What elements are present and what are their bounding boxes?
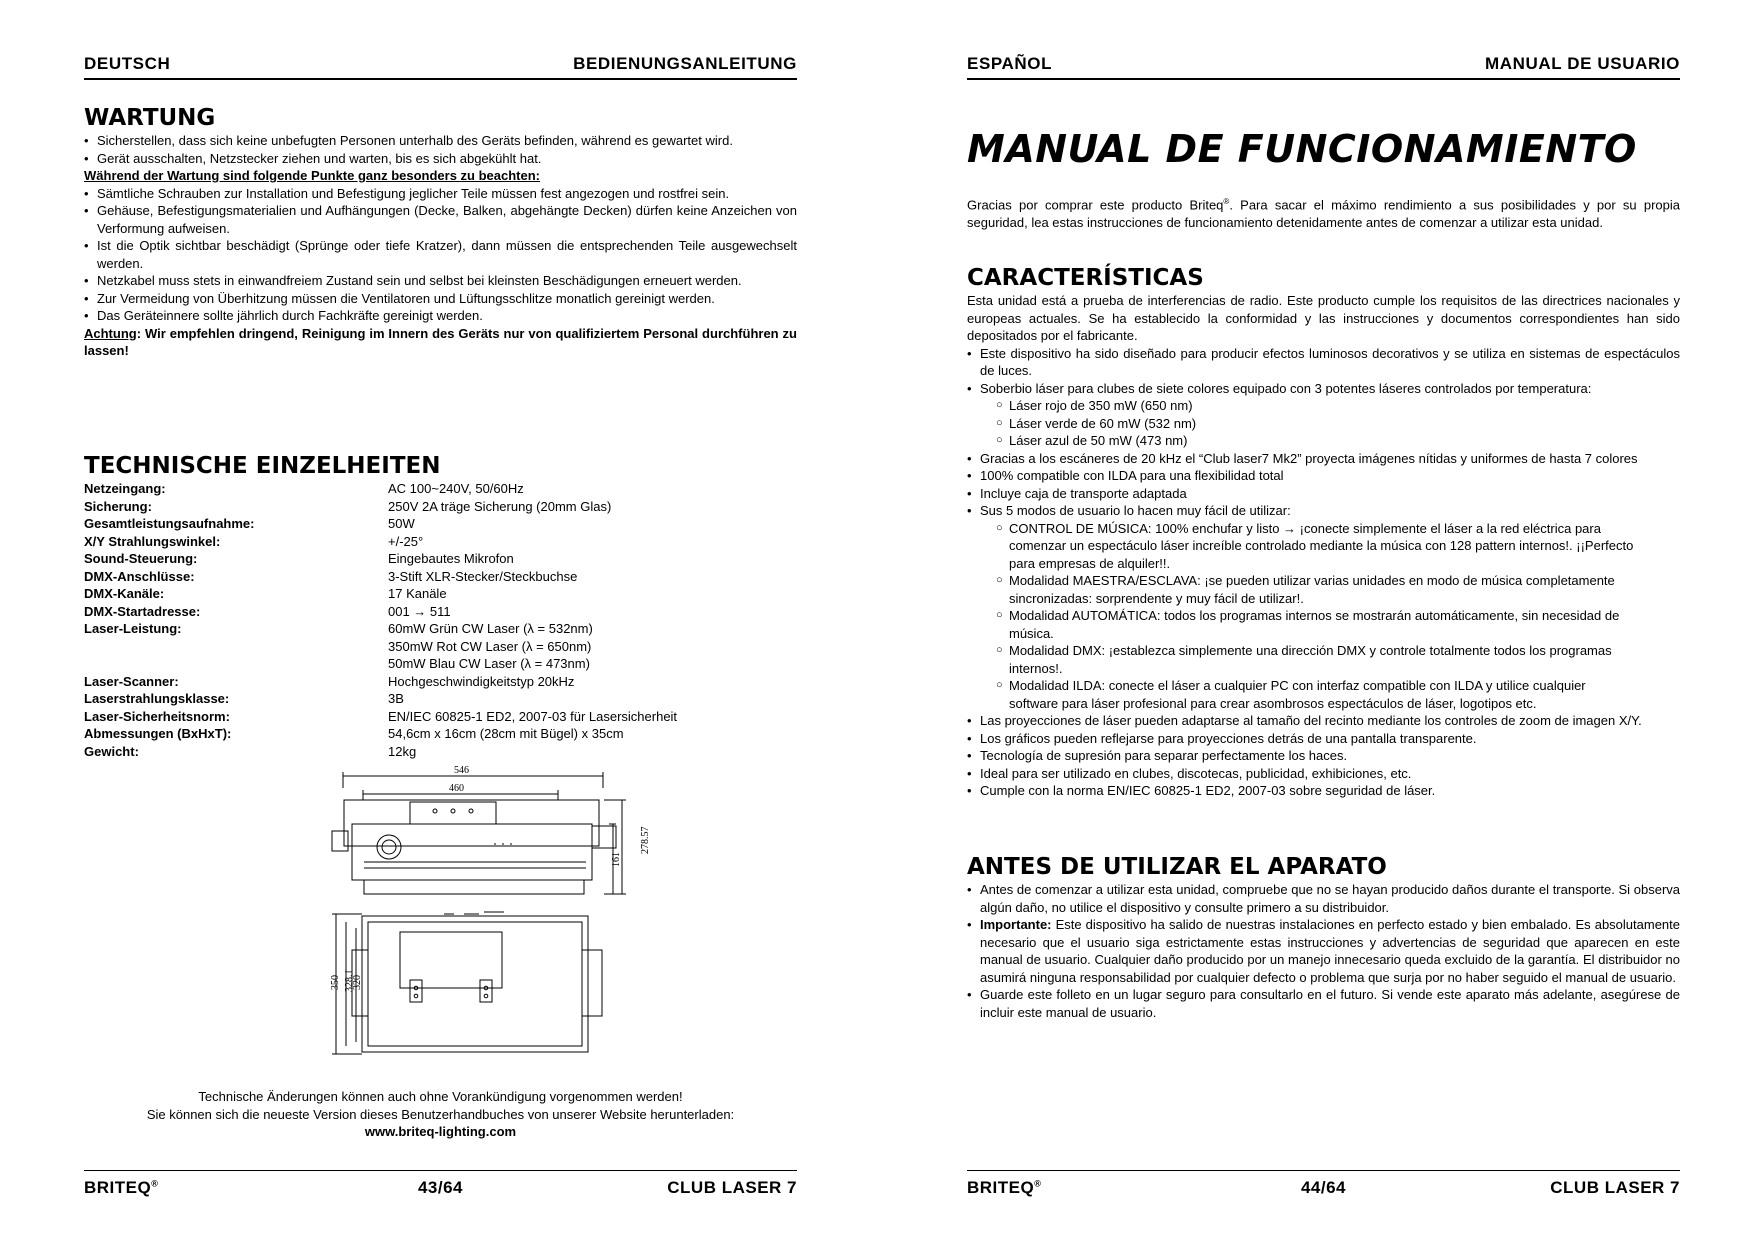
page-footer bbox=[84, 1170, 797, 1201]
spec-row bbox=[84, 725, 797, 743]
list-item: ○ Modalidad MAESTRA/ESCLAVA: ¡se pueden utilizar varias unidades en modo de música completamente sincronizadas: sorprendente y muy fácil de utilizar!. bbox=[996, 572, 1634, 607]
spec-label: Sound-Steuerung: bbox=[84, 551, 198, 566]
spec-value: 17 Kanäle bbox=[388, 586, 447, 601]
header-language: ESPAÑOL bbox=[967, 54, 1053, 73]
list-item bbox=[967, 380, 1680, 450]
spec-row bbox=[84, 585, 797, 603]
caracteristicas-intro: Esta unidad está a prueba de interferencias de radio. Este producto cumple los requisitos de las directrices nacionales y europeas actuales. Se ha establecido la conformidad y las instrucciones y documentos correspondientes han sido depositados por el fabricante. bbox=[967, 293, 1680, 343]
list-item: • Sämtliche Schrauben zur Installation und Befestigung jeglicher Teile müssen fest angezogen und rostfrei sein. bbox=[84, 185, 797, 203]
spec-value: Eingebautes Mikrofon bbox=[388, 551, 514, 566]
spec-label: DMX-Startadresse: bbox=[84, 603, 201, 619]
list-item: • Antes de comenzar a utilizar esta unidad, compruebe que no se hayan producido daños durante el transporte. Si observa algún daño, no utilice el dispositivo y consulte primero a su distribuidor. bbox=[967, 881, 1680, 916]
header-manual-title: BEDIENUNGSANLEITUNG bbox=[573, 54, 797, 73]
list-item: • Gracias a los escáneres de 20 kHz el “Club laser7 Mk2” proyecta imágenes nítidas y uniformes de hasta 7 colores bbox=[967, 450, 1680, 468]
page-left bbox=[84, 0, 797, 1240]
spec-row bbox=[84, 603, 797, 621]
spec-label bbox=[84, 655, 388, 673]
spec-value: EN/IEC 60825-1 ED2, 2007-03 für Lasersicherheit bbox=[388, 708, 678, 724]
intro-section bbox=[967, 125, 1680, 231]
page-footer bbox=[967, 1170, 1680, 1201]
antes-section bbox=[967, 853, 1680, 1021]
spec-label: Gesamtleistungsaufnahme: bbox=[84, 516, 255, 531]
list-item-text: Sus 5 modos de usuario lo hacen muy fácil de utilizar: bbox=[980, 503, 1291, 518]
spec-row bbox=[84, 533, 797, 551]
spec-row bbox=[84, 655, 797, 673]
dim-width-inner: 460 bbox=[449, 783, 464, 794]
dim-height-body: 161 bbox=[611, 852, 622, 867]
brand-name: BRITEQ bbox=[967, 1178, 1035, 1197]
spec-label: Netzeingang: bbox=[84, 481, 166, 496]
spec-row bbox=[84, 673, 797, 691]
wartung-list-1 bbox=[84, 132, 797, 167]
spec-value: 350mW Rot CW Laser (λ = 650nm) bbox=[388, 638, 592, 654]
list-item: • Incluye caja de transporte adaptada bbox=[967, 485, 1680, 503]
dim-depth-inner: 320 bbox=[352, 975, 363, 990]
dim-depth-mid: 328.1 bbox=[344, 969, 355, 992]
list-item: • Este dispositivo ha sido diseñado para producir efectos luminosos decorativos y se utiliza en sistemas de espectáculos de luces. bbox=[967, 345, 1680, 380]
brand-name: BRITEQ bbox=[84, 1178, 152, 1197]
spec-label: Laser-Leistung: bbox=[84, 621, 182, 636]
list-item: • Los gráficos pueden reflejarse para proyecciones detrás de una pantalla transparente. bbox=[967, 730, 1680, 748]
technik-section bbox=[84, 452, 797, 760]
registered-mark: ® bbox=[1034, 1178, 1042, 1189]
caracteristicas-list bbox=[967, 345, 1680, 800]
intro-paragraph bbox=[967, 193, 1680, 231]
caracteristicas-title: CARACTERÍSTICAS bbox=[967, 265, 1204, 291]
caracteristicas-section bbox=[967, 264, 1680, 800]
list-item: • Tecnología de supresión para separar perfectamente los haces. bbox=[967, 747, 1680, 765]
change-note: Technische Änderungen können auch ohne Vorankündigung vorgenommen werden! bbox=[198, 1089, 683, 1104]
technik-notes bbox=[84, 1088, 797, 1141]
list-item: • Las proyecciones de láser pueden adaptarse al tamaño del recinto mediante los controles de zoom de imagen X/Y. bbox=[967, 712, 1680, 730]
download-note: Sie können sich die neueste Version dieses Benutzerhandbuches von unserer Website herunterladen: bbox=[146, 1106, 735, 1122]
page-right bbox=[967, 0, 1680, 1240]
list-item: ○ Modalidad AUTOMÁTICA: todos los programas internos se mostrarán automáticamente, sin necesidad de música. bbox=[996, 607, 1634, 642]
wartung-subhead: Während der Wartung sind folgende Punkte ganz besonders zu beachten: bbox=[84, 168, 541, 183]
list-item: ○ Modalidad ILDA: conecte el láser a cualquier PC con interfaz compatible con ILDA y utilice cualquier software para láser profesional para crear asombrosos espectáculos de láser, logotipos etc. bbox=[996, 677, 1634, 712]
spec-row bbox=[84, 638, 797, 656]
spec-row bbox=[84, 550, 797, 568]
spec-label: Sicherung: bbox=[84, 498, 152, 514]
list-item: • Das Geräteinnere sollte jährlich durch Fachkräfte gereinigt werden. bbox=[84, 307, 797, 325]
list-item: • 100% compatible con ILDA para una flexibilidad total bbox=[967, 467, 1680, 485]
antes-list bbox=[967, 881, 1680, 1021]
page-header bbox=[967, 52, 1680, 80]
list-item: • Sicherstellen, dass sich keine unbefugten Personen unterhalb des Geräts befinden, während es gewartet wird. bbox=[84, 132, 797, 150]
achtung-label: Achtung bbox=[84, 325, 137, 341]
spec-row bbox=[84, 743, 797, 761]
spec-label: DMX-Anschlüsse: bbox=[84, 568, 195, 584]
spec-row bbox=[84, 498, 797, 516]
spec-label: Laser-Sicherheitsnorm: bbox=[84, 708, 230, 724]
spec-label: Abmessungen (BxHxT): bbox=[84, 726, 232, 741]
list-item: • Ist die Optik sichtbar beschädigt (Sprünge oder tiefe Kratzer), dann müssen die entsprechenden Teile ausgewechselt werden. bbox=[84, 237, 797, 272]
dim-height-total: 278.57 bbox=[640, 826, 651, 854]
spec-value: 001 → 511 bbox=[388, 603, 451, 619]
list-item: • Netzkabel muss stets in einwandfreiem Zustand sein und selbst bei kleinsten Beschädigungen erneuert werden. bbox=[84, 272, 797, 290]
header-language: DEUTSCH bbox=[84, 54, 171, 73]
list-item: ○ Modalidad DMX: ¡establezca simplemente una dirección DMX y controle totalmente todos los programas internos!. bbox=[996, 642, 1634, 677]
list-item: • Gerät ausschalten, Netzstecker ziehen und warten, bis es sich abgekühlt hat. bbox=[84, 150, 797, 168]
footer-page-number: 43/64 bbox=[417, 1178, 464, 1197]
spec-label: DMX-Kanäle: bbox=[84, 586, 165, 601]
spec-label: Laser-Scanner: bbox=[84, 673, 179, 689]
list-item: ○ Láser rojo de 350 mW (650 nm) bbox=[996, 397, 1680, 415]
spec-label bbox=[84, 638, 388, 656]
spec-value: 250V 2A träge Sicherung (20mm Glas) bbox=[388, 498, 612, 514]
list-item: • Gehäuse, Befestigungsmaterialien und Aufhängungen (Decke, Balken, abgehängte Decken) dürfen keine Anzeichen von Verformung aufweisen. bbox=[84, 202, 797, 237]
wartung-list-2 bbox=[84, 185, 797, 325]
spec-row bbox=[84, 568, 797, 586]
spec-value: 50W bbox=[388, 516, 415, 531]
spec-row bbox=[84, 620, 797, 638]
spec-value: 3B bbox=[388, 691, 404, 706]
spec-row bbox=[84, 690, 797, 708]
list-item: • Cumple con la norma EN/IEC 60825-1 ED2, 2007-03 sobre seguridad de láser. bbox=[967, 782, 1680, 800]
list-item: ○ CONTROL DE MÚSICA: 100% enchufar y listo → ¡conecte simplemente el láser a la red eléctrica para comenzar un espectáculo láser increíble controlado mediante la música con 128 pattern internos!. ¡¡Perfecto para empresas de alquiler!!. bbox=[996, 520, 1634, 573]
registered-mark: ® bbox=[151, 1178, 159, 1189]
spec-value: 50mW Blau CW Laser (λ = 473nm) bbox=[388, 656, 590, 671]
page-header bbox=[84, 52, 797, 80]
spec-row bbox=[84, 515, 797, 533]
spec-value: 60mW Grün CW Laser (λ = 532nm) bbox=[388, 621, 593, 636]
list-item: • Guarde este folleto en un lugar seguro para consultarlo en el futuro. Si vende este aparato más adelante, asegúrese de incluir este manual de usuario. bbox=[967, 986, 1680, 1021]
intro-text-b: . Para sacar el máximo rendimiento a sus posibilidades y por su propia seguridad, lea estas instrucciones de funcionamiento detenidamente antes de comenzar a utilizar esta unidad. bbox=[967, 197, 1680, 230]
footer-model: CLUB LASER 7 bbox=[667, 1178, 797, 1197]
footer-model: CLUB LASER 7 bbox=[1550, 1178, 1680, 1197]
dim-depth-total: 350 bbox=[330, 975, 341, 990]
list-item: ○ Láser verde de 60 mW (532 nm) bbox=[996, 415, 1680, 433]
important-text: Este dispositivo ha salido de nuestras instalaciones en perfecto estado y bien embalado. Es absolutamente necesario que el usuario siga estrictamente estas instrucciones y advertencias de seguridad que aparecen en este manual de usuario. Cualquier daño producido por un manejo innecesario queda excluido de la garantía. El distribuidor no asumirá ninguna responsabilidad por cualquier defecto o problema que surja por no haber seguido el manual de usuario. bbox=[980, 917, 1680, 985]
achtung-note bbox=[84, 325, 797, 360]
dim-width-total: 546 bbox=[454, 766, 469, 776]
list-item bbox=[967, 502, 1680, 712]
mode-list bbox=[996, 520, 1634, 713]
important-label: Importante: bbox=[980, 917, 1052, 932]
laser-list bbox=[996, 397, 1680, 450]
manual-main-title: MANUAL DE FUNCIONAMIENTO bbox=[967, 127, 1637, 171]
spec-value: 54,6cm x 16cm (28cm mit Bügel) x 35cm bbox=[388, 726, 624, 741]
spec-value: AC 100~240V, 50/60Hz bbox=[388, 481, 524, 496]
wartung-section bbox=[84, 104, 797, 360]
header-manual-title: MANUAL DE USUARIO bbox=[1484, 54, 1680, 73]
list-item-text: Soberbio láser para clubes de siete colores equipado con 3 potentes láseres controlados por temperatura: bbox=[980, 380, 1592, 396]
spec-value: 12kg bbox=[388, 743, 417, 759]
dimension-drawing bbox=[304, 766, 694, 1068]
intro-text-a: Gracias por comprar este producto Briteq bbox=[967, 197, 1224, 213]
list-item bbox=[967, 916, 1680, 986]
list-item: ○ Láser azul de 50 mW (473 nm) bbox=[996, 432, 1680, 450]
spec-value: Hochgeschwindigkeitstyp 20kHz bbox=[388, 673, 575, 689]
spec-value: 3-Stift XLR-Stecker/Steckbuchse bbox=[388, 568, 578, 584]
spec-row bbox=[84, 708, 797, 726]
list-item: • Ideal para ser utilizado en clubes, discotecas, publicidad, exhibiciones, etc. bbox=[967, 765, 1680, 783]
registered-mark: ® bbox=[1223, 197, 1230, 206]
spec-table bbox=[84, 480, 797, 760]
footer-page-number: 44/64 bbox=[1300, 1178, 1347, 1197]
antes-title: ANTES DE UTILIZAR EL APARATO bbox=[967, 854, 1387, 880]
spec-label: Gewicht: bbox=[84, 743, 139, 759]
spec-value: +/-25° bbox=[388, 533, 424, 549]
achtung-text: : Wir empfehlen dringend, Reinigung im Innern des Geräts nur von qualifiziertem Personal durchführen zu lassen! bbox=[84, 325, 797, 358]
technik-title: TECHNISCHE EINZELHEITEN bbox=[84, 453, 441, 479]
spec-label: Laserstrahlungsklasse: bbox=[84, 691, 230, 706]
website-link[interactable]: www.briteq-lighting.com bbox=[364, 1124, 517, 1139]
spec-row bbox=[84, 480, 797, 498]
list-item: • Zur Vermeidung von Überhitzung müssen die Ventilatoren und Lüftungsschlitze monatlich gereinigt werden. bbox=[84, 290, 797, 308]
wartung-title: WARTUNG bbox=[84, 105, 216, 131]
spec-label: X/Y Strahlungswinkel: bbox=[84, 533, 221, 549]
